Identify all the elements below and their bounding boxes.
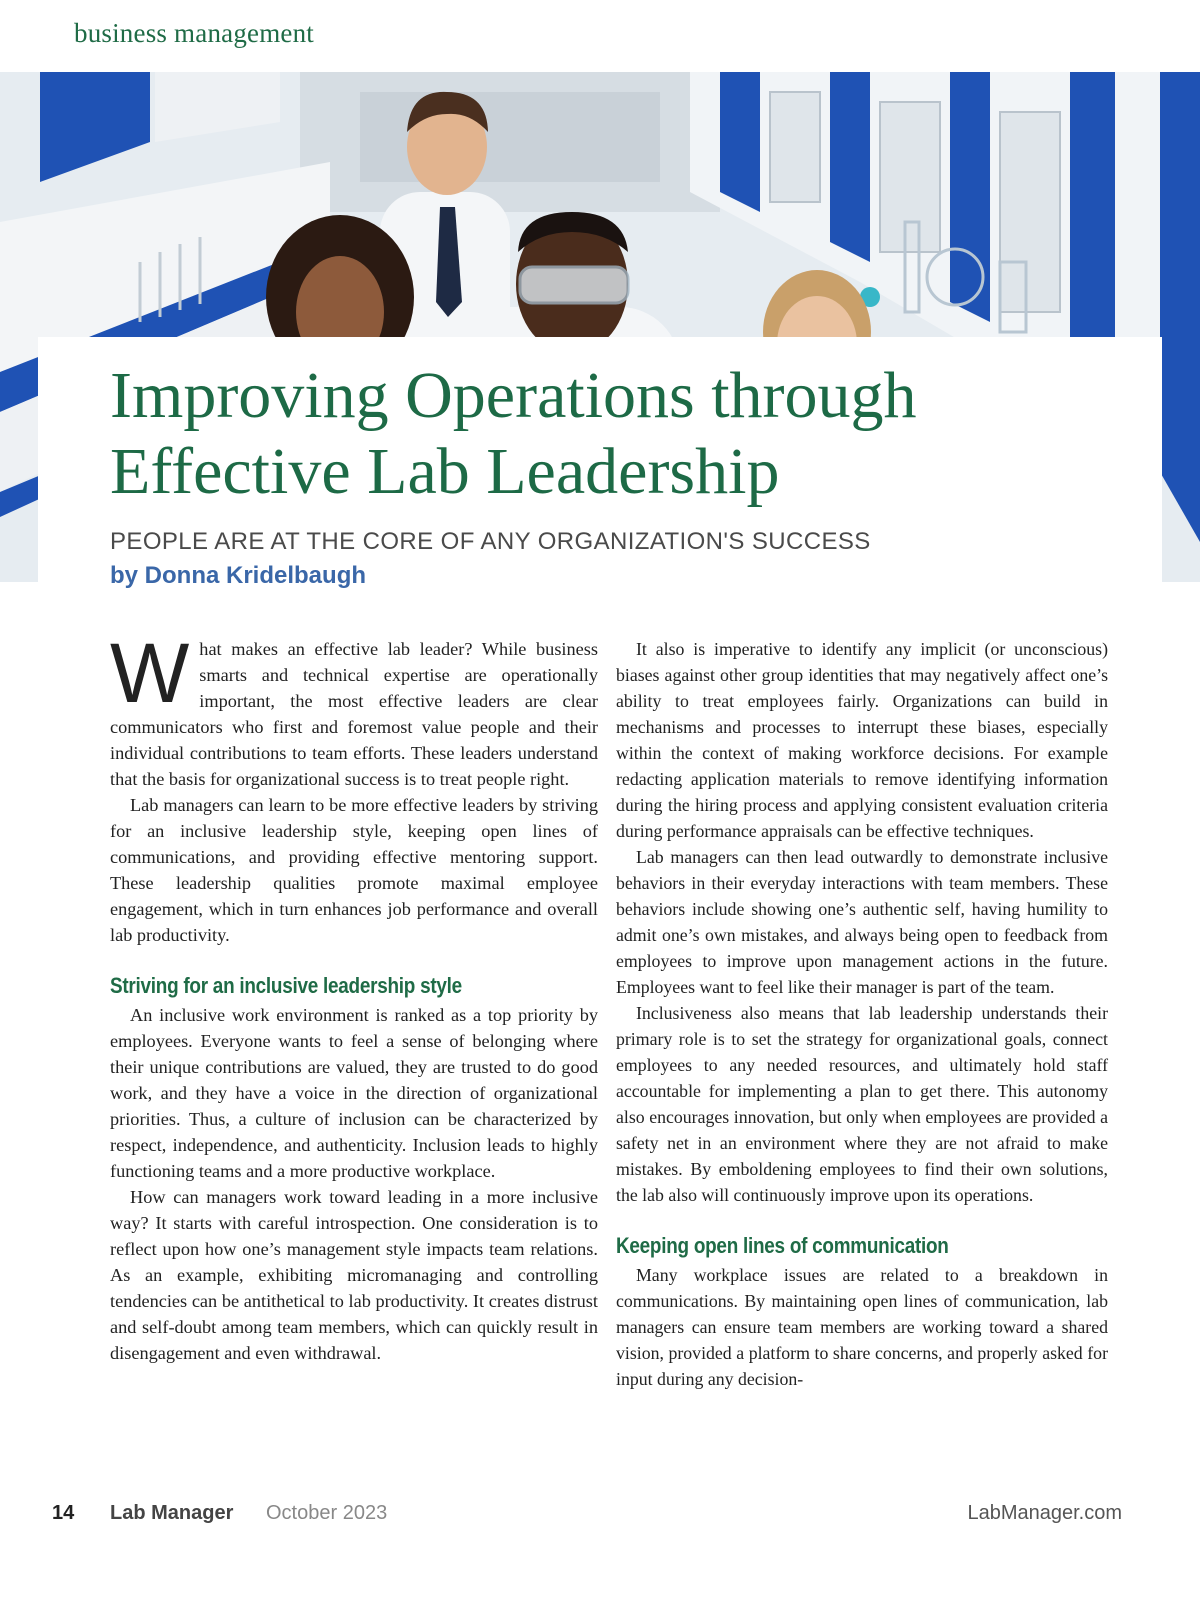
right-column bbox=[616, 636, 1108, 1392]
body-paragraph: Many workplace issues are related to a breakdown in communications. By maintaining open lines of communication, lab managers can ensure team members are working toward a shared vision, provided a platform to share concerns, and properly asked for input during any decision- bbox=[616, 1265, 1108, 1389]
page-number: 14 bbox=[52, 1502, 75, 1524]
section-heading: Keeping open lines of communication bbox=[616, 1233, 949, 1258]
drop-cap: W bbox=[110, 626, 190, 720]
body-paragraph: Lab managers can learn to be more effective leaders by striving for an inclusive leadership style, keeping open lines of communications, and providing effective mentoring support. These leadership qualities promote maximal employee engagement, which in turn enhances job performance and overall lab productivity. bbox=[110, 795, 598, 945]
website-link[interactable]: LabManager.com bbox=[967, 1502, 1122, 1524]
body-paragraph: An inclusive work environment is ranked as a top priority by employees. Everyone wants to feel a sense of belonging where their unique contributions are valued, they are trusted to do good work, and they have a voice in the direction of organizational priorities. Thus, a culture of inclusion can be characterized by respect, independence, and authenticity. Inclusion leads to highly functioning teams and a more productive workplace. bbox=[110, 1005, 598, 1181]
article-title: Improving Operations through Effective Lab Leadership bbox=[110, 359, 917, 508]
section-heading: Striving for an inclusive leadership style bbox=[110, 973, 462, 998]
intro-paragraph bbox=[110, 626, 598, 792]
section-label: business management bbox=[74, 18, 314, 48]
body-paragraph: How can managers work toward leading in a more inclusive way? It starts with careful introspection. One consideration is to reflect upon how one’s management style impacts team relations. As an example, exhibiting micromanaging and controlling tendencies can be antithetical to lab productivity. It creates distrust and self-doubt among team members, which can quickly result in disengagement and even withdrawal. bbox=[110, 1187, 598, 1363]
body-paragraph: Inclusiveness also means that lab leadership understands their primary role is to set the strategy for organizational goals, connect employees to any needed resources, and ultimately hold staff accountable for implementing a plan to get there. This autonomy also encourages innovation, but only when employees are provided a safety net in an environment where they are not afraid to make mistakes. By emboldening employees to find their own solutions, the lab also will continuously improve upon its operations. bbox=[616, 1003, 1108, 1205]
article-deck: PEOPLE ARE AT THE CORE OF ANY ORGANIZATION'S SUCCESS bbox=[110, 528, 871, 555]
body-paragraph: It also is imperative to identify any implicit (or unconscious) biases against other group identities that may negatively affect one’s ability to treat employees fairly. Organizations can build in mechanisms and processes to interrupt these biases, especially within the context of making workforce decisions. For example redacting application materials to remove identifying information during the hiring process and applying consistent evaluation criteria during performance appraisals can be effective techniques. bbox=[616, 639, 1108, 841]
article-byline: by Donna Kridelbaugh bbox=[110, 562, 367, 589]
left-column bbox=[110, 626, 598, 1366]
intro-text: hat makes an effective lab leader? While business smarts and technical expertise are operationally important, the most effective leaders are clear communicators who first and foremost value people and their individual contributions to team efforts. These leaders understand that the basis for organizational success is to treat people right. bbox=[110, 639, 598, 789]
body-paragraph: Lab managers can then lead outwardly to demonstrate inclusive behaviors in their everyday interactions with team members. These behaviors include showing one’s authentic self, having humility to admit one’s own mistakes, and always being open to feedback from employees to improve upon management actions in the future. Employees want to feel like their manager is part of the team. bbox=[616, 847, 1108, 997]
magazine-name: Lab Manager bbox=[110, 1502, 234, 1524]
page-footer bbox=[0, 1502, 1200, 1532]
issue-date: October 2023 bbox=[266, 1502, 388, 1524]
